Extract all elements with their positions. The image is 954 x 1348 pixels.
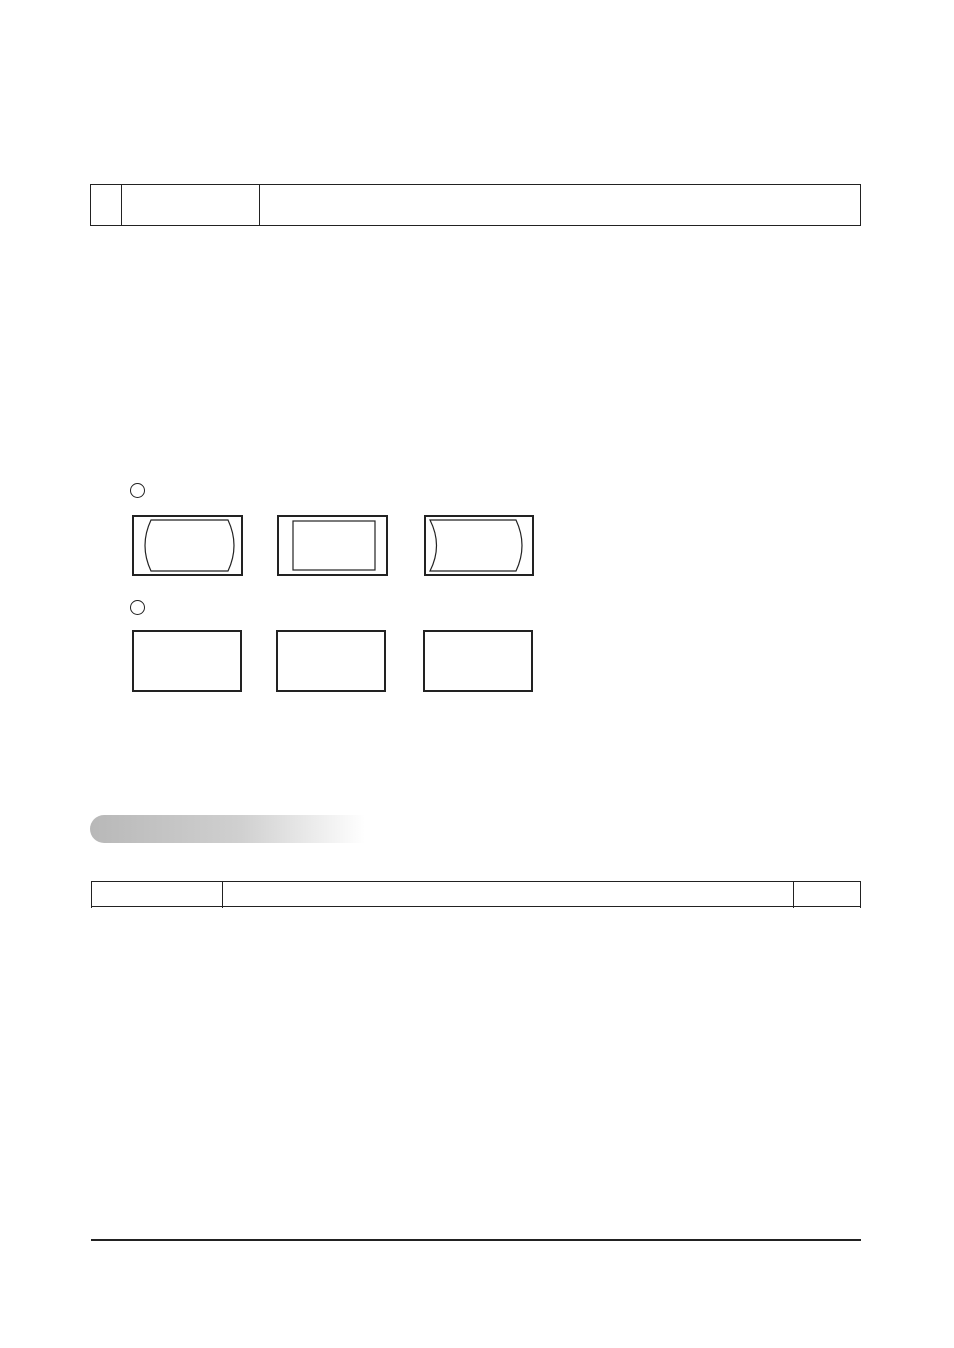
hangle-label	[130, 600, 147, 615]
header-osd	[122, 185, 260, 226]
header-function	[260, 185, 861, 226]
hangle-frame-middle	[277, 631, 385, 691]
footer-divider	[91, 1239, 861, 1241]
note-badge	[90, 815, 365, 843]
hangle-frame-right	[424, 631, 532, 691]
function-table	[90, 184, 861, 226]
initial-osd-header	[92, 882, 223, 907]
initial-data-table	[91, 881, 861, 907]
hbow-frame-normal	[278, 516, 387, 575]
initial-header-row-1	[92, 882, 861, 907]
hbow-diagram	[125, 508, 545, 583]
hangle-number	[130, 600, 145, 615]
hbow-frame-convex	[425, 516, 533, 575]
hbow-label	[130, 483, 147, 498]
initial-remarks-header	[794, 882, 861, 907]
function-table-header-row	[91, 185, 861, 226]
hangle-frame-left	[133, 631, 241, 691]
initial-data-header	[223, 882, 794, 907]
hangle-diagram	[125, 624, 545, 699]
header-no	[91, 185, 122, 226]
hbow-frame-concave	[133, 516, 242, 575]
hbow-number	[130, 483, 145, 498]
